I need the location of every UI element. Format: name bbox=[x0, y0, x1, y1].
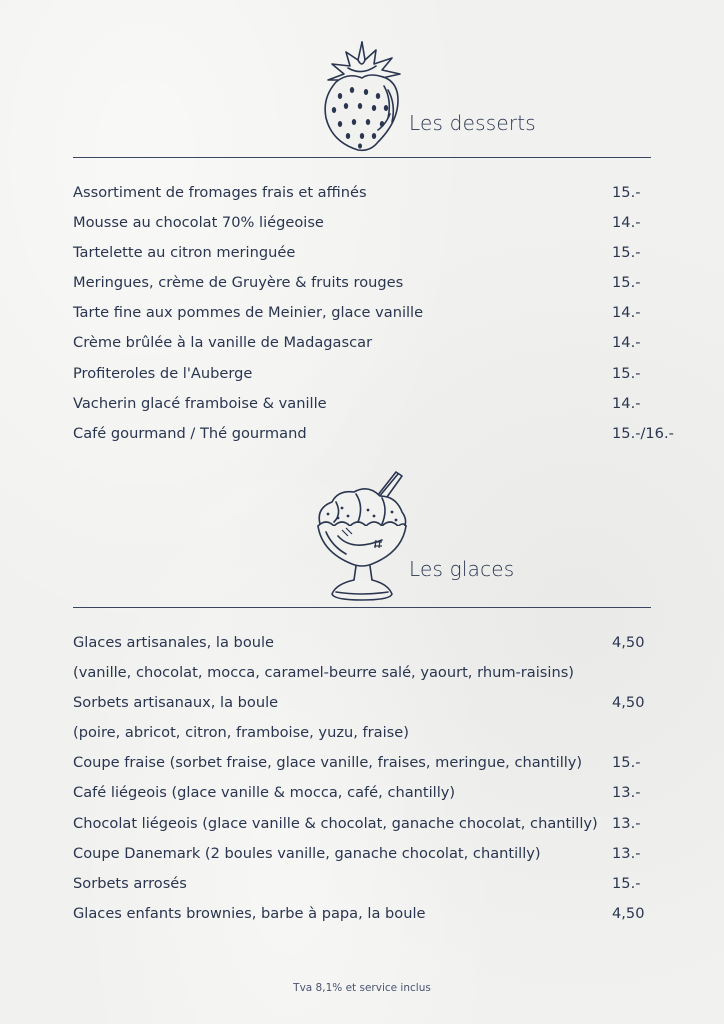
menu-item-name: (poire, abricot, citron, framboise, yuzu, fraise) bbox=[73, 724, 409, 742]
menu-item-price: 14.- bbox=[612, 394, 641, 412]
menu-item-name: Tarte fine aux pommes de Meinier, glace vanille bbox=[73, 304, 424, 322]
menu-item-name: Café liégeois (glace vanille & mocca, café, chantilly) bbox=[73, 784, 456, 802]
menu-item-name: Profiteroles de l'Auberge bbox=[73, 364, 253, 382]
menu-item bbox=[73, 718, 693, 748]
menu-item-price: 14.- bbox=[612, 214, 641, 232]
menu-item-name: (vanille, chocolat, mocca, caramel-beurre salé, yaourt, rhum-raisins) bbox=[73, 664, 575, 682]
glaces-list bbox=[73, 628, 693, 929]
menu-item-price: 15.- bbox=[612, 364, 641, 382]
menu-item-price: 4,50 bbox=[612, 694, 645, 712]
menu-item-price: 13.- bbox=[612, 784, 641, 802]
menu-item-name: Assortiment de fromages frais et affinés bbox=[73, 184, 367, 201]
menu-item-price: 15.- bbox=[612, 754, 641, 772]
menu-item-price: 15.- bbox=[612, 244, 641, 262]
menu-item-name: Sorbets artisanaux, la boule bbox=[73, 694, 279, 712]
menu-item bbox=[73, 809, 693, 839]
menu-item-price: 4,50 bbox=[612, 904, 645, 922]
menu-item-price: 15.- bbox=[612, 274, 641, 292]
menu-item-name: Tartelette au citron meringuée bbox=[73, 244, 296, 262]
menu-item-name: Mousse au chocolat 70% liégeoise bbox=[73, 214, 324, 232]
menu-item-name: Vacherin glacé framboise & vanille bbox=[73, 394, 327, 412]
menu-item-price: 14.- bbox=[612, 334, 641, 352]
desserts-title: Les desserts bbox=[409, 111, 536, 135]
footer-note: Tva 8,1% et service inclus bbox=[293, 982, 431, 994]
menu-item bbox=[73, 658, 693, 688]
menu-item bbox=[73, 748, 693, 778]
menu-item-price: 14.- bbox=[612, 304, 641, 322]
glaces-divider bbox=[73, 607, 651, 608]
menu-item bbox=[73, 869, 693, 899]
menu-item bbox=[73, 688, 693, 718]
menu-item bbox=[73, 839, 693, 869]
ice-cream-cup-icon bbox=[312, 468, 412, 604]
menu-item-price: 13.- bbox=[612, 844, 641, 862]
menu-item-name: Chocolat liégeois (glace vanille & chocolat, ganache chocolat, chantilly) bbox=[73, 814, 598, 832]
menu-item-name: Meringues, crème de Gruyère & fruits rouges bbox=[73, 274, 404, 292]
menu-item bbox=[73, 628, 693, 658]
menu-item-name: Glaces artisanales, la boule bbox=[73, 634, 275, 651]
menu-item-name: Coupe fraise (sorbet fraise, glace vanille, fraises, meringue, chantilly) bbox=[73, 754, 583, 772]
menu-item-name: Glaces enfants brownies, barbe à papa, la boule bbox=[73, 904, 426, 922]
menu-item bbox=[73, 899, 693, 929]
menu-item-price: 15.- bbox=[612, 184, 641, 201]
menu-item bbox=[73, 778, 693, 808]
menu-item-price: 15.-/16.- bbox=[612, 424, 674, 442]
menu-item-price: 4,50 bbox=[612, 634, 645, 651]
menu-item-name: Café gourmand / Thé gourmand bbox=[73, 424, 307, 442]
menu-item-price: 13.- bbox=[612, 814, 641, 832]
menu-item-name: Coupe Danemark (2 boules vanille, ganache chocolat, chantilly) bbox=[73, 844, 541, 862]
menu-item-name: Sorbets arrosés bbox=[73, 874, 187, 892]
menu-item-price: 15.- bbox=[612, 874, 641, 892]
glaces-title: Les glaces bbox=[409, 557, 515, 581]
menu-item-name: Crème brûlée à la vanille de Madagascar bbox=[73, 334, 373, 352]
